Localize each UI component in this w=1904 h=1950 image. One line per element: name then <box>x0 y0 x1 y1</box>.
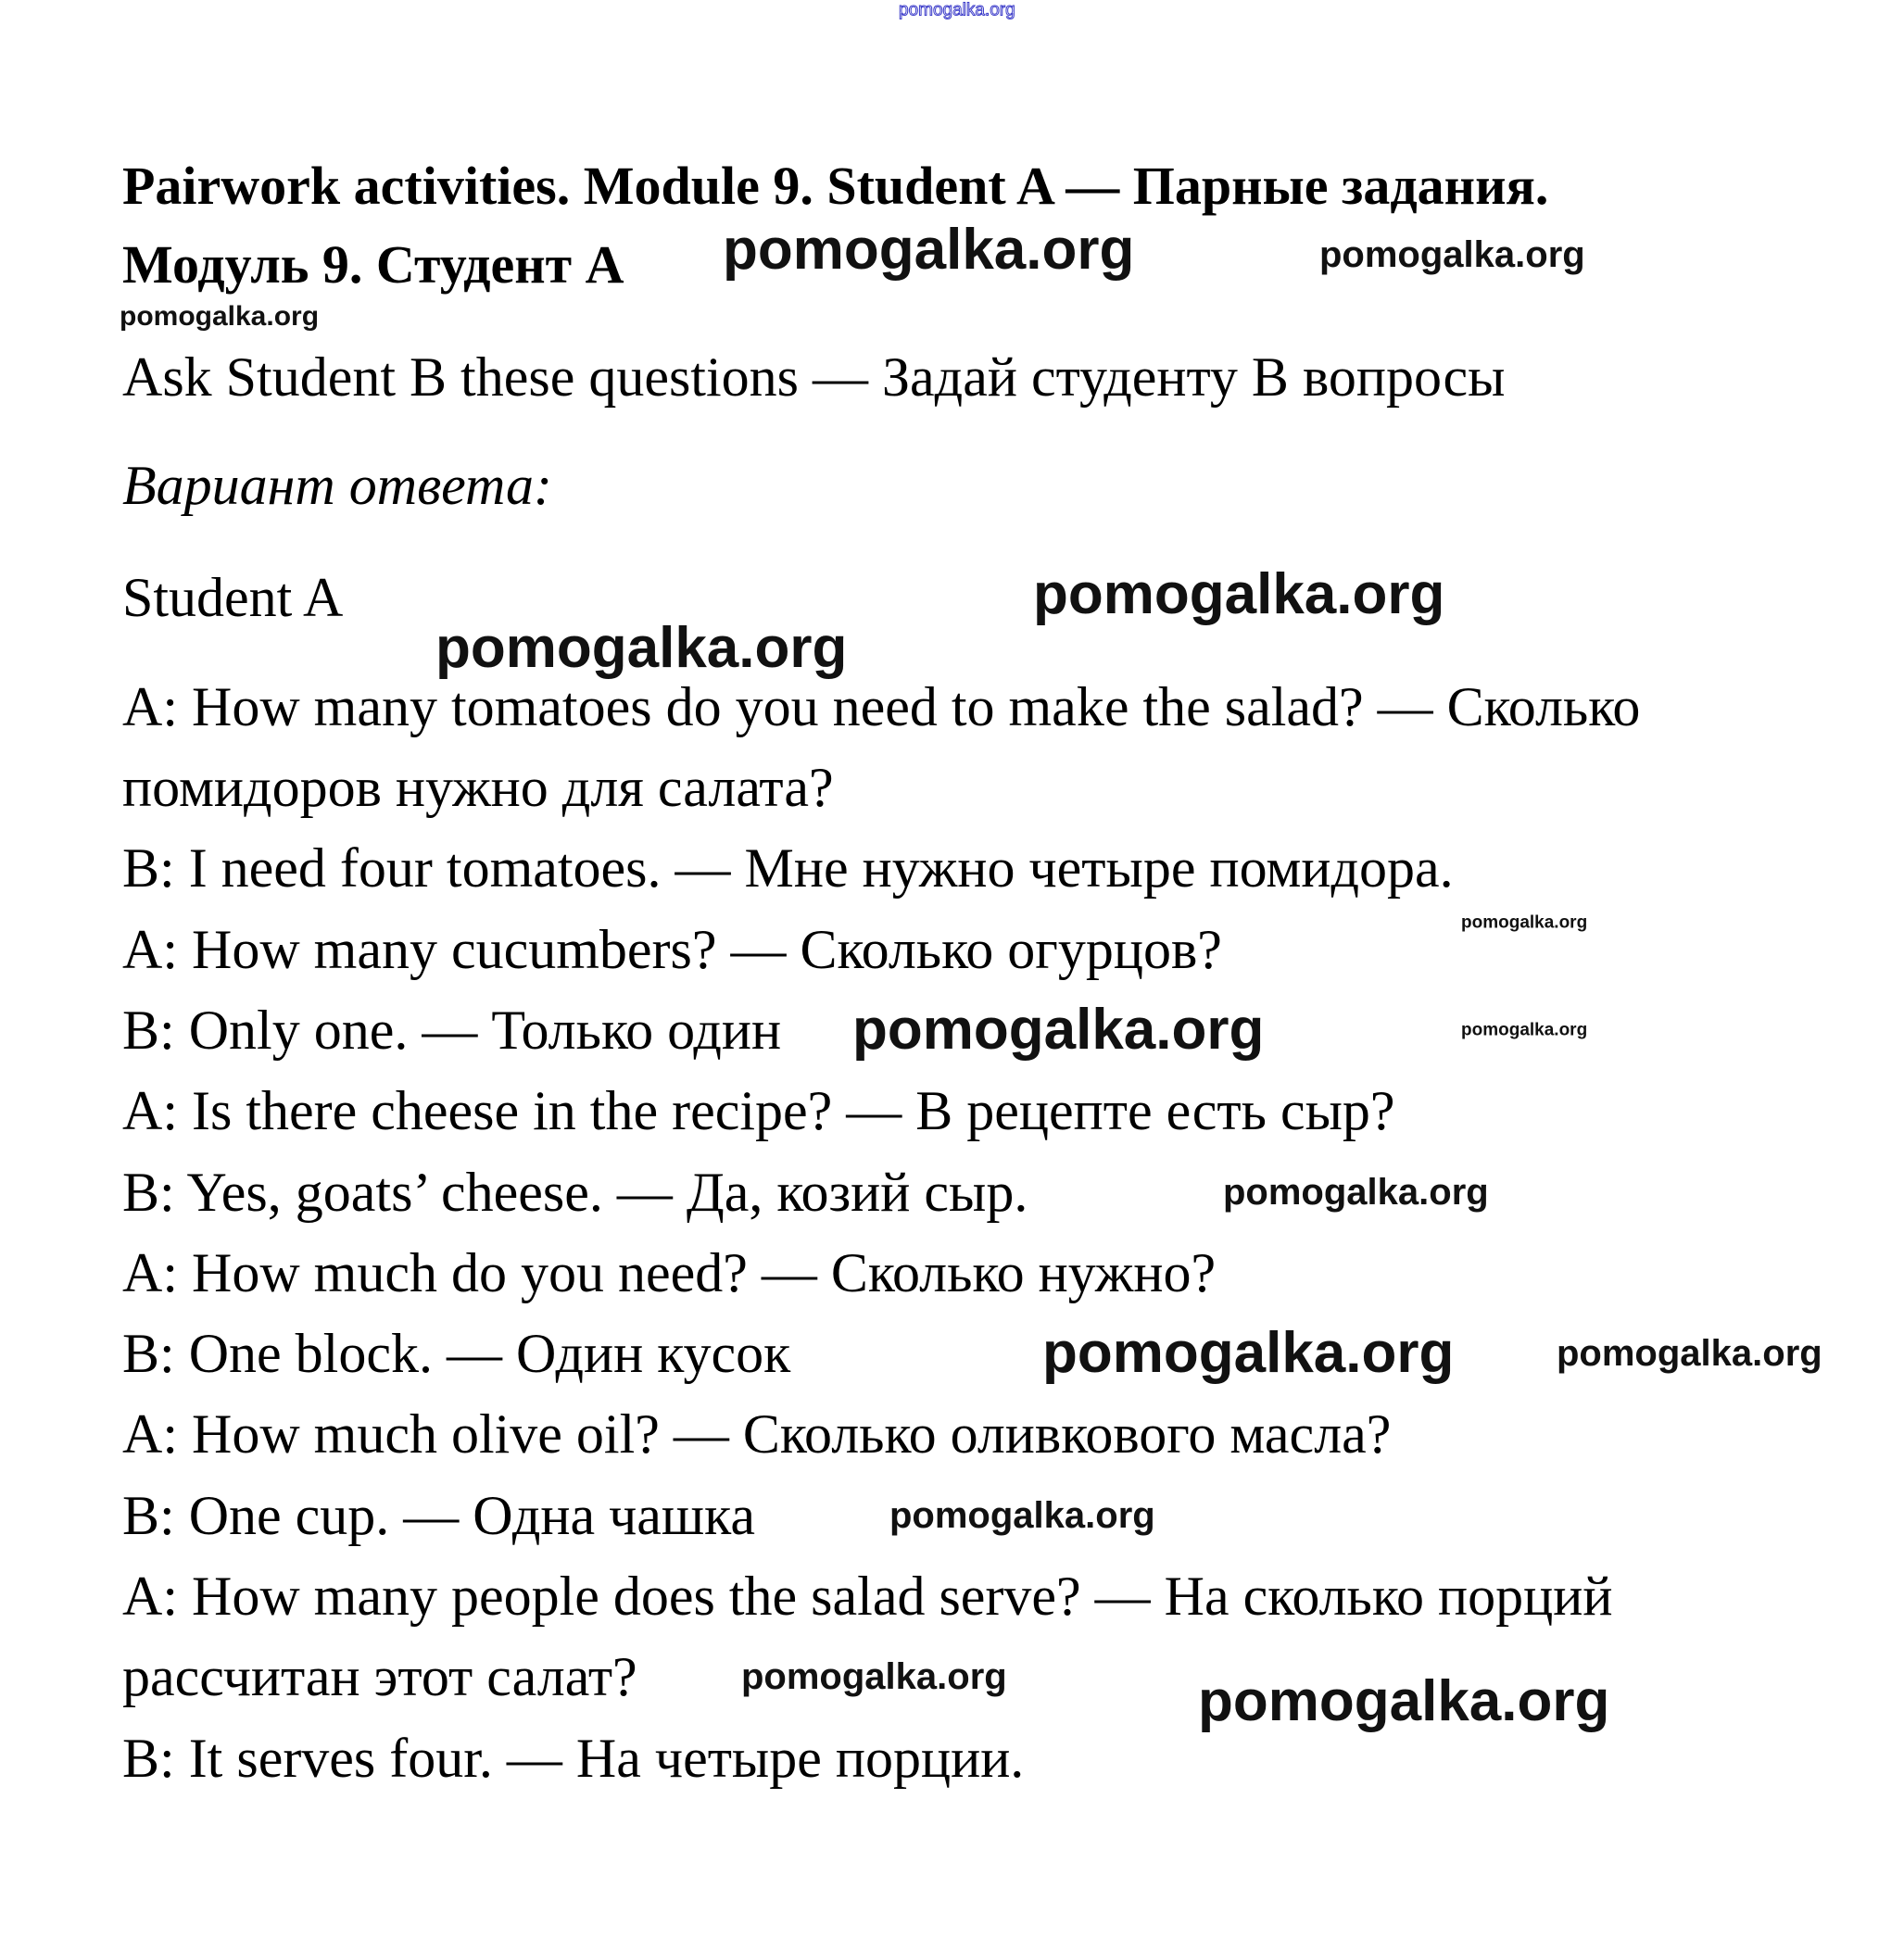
dialogue-line: A: Is there cheese in the recipe? — В рецепте есть сыр? <box>122 1080 1395 1141</box>
dialogue-line: B: One block. — Один кусок <box>122 1323 791 1384</box>
dialogue-line: B: Yes, goats’ cheese. — Да, козий сыр. <box>122 1162 1028 1223</box>
watermark: pomogalka.org <box>1319 234 1585 275</box>
watermark: pomogalka.org <box>1461 912 1588 933</box>
title-line-1: Pairwork activities. Module 9. Student A — Парные задания. <box>122 156 1549 216</box>
dialogue-line: A: How many people does the salad serve? — На сколько порций <box>122 1566 1613 1627</box>
dialogue-line: A: How much olive oil? — Сколько оливкового масла? <box>122 1403 1392 1465</box>
dialogue-line: A: How much do you need? — Сколько нужно? <box>122 1242 1217 1303</box>
watermark: pomogalka.org <box>1223 1172 1489 1213</box>
header-watermark-link[interactable]: pomogalka.org <box>899 0 1015 20</box>
dialogue-line: помидоров нужно для салата? <box>122 757 834 818</box>
dialogue-line: A: How many cucumbers? — Сколько огурцов? <box>122 919 1222 980</box>
instruction: Ask Student B these questions — Задай студенту B вопросы <box>122 346 1506 408</box>
dialogue-line: B: One cup. — Одна чашка <box>122 1485 755 1546</box>
watermark: pomogalka.org <box>741 1656 1007 1697</box>
watermark: pomogalka.org <box>1461 1020 1588 1040</box>
watermark: pomogalka.org <box>889 1495 1155 1536</box>
title-line-2: Модуль 9. Студент А <box>122 234 624 295</box>
watermark: pomogalka.org <box>435 616 848 680</box>
dialogue-line: B: Only one. — Только один <box>122 1000 782 1061</box>
watermark: pomogalka.org <box>723 218 1135 282</box>
answer-label: Вариант ответа: <box>122 455 553 516</box>
watermark: pomogalka.org <box>1198 1669 1610 1733</box>
watermark: pomogalka.org <box>1557 1333 1822 1374</box>
watermark: pomogalka.org <box>852 998 1265 1062</box>
dialogue-line: рассчитан этот салат? <box>122 1646 637 1707</box>
dialogue-line: A: How many tomatoes do you need to make the salad? — Сколько <box>122 676 1641 737</box>
watermark: pomogalka.org <box>1033 562 1445 626</box>
watermark: pomogalka.org <box>120 301 320 332</box>
section-heading: Student A <box>122 567 344 628</box>
watermark: pomogalka.org <box>1042 1321 1455 1385</box>
dialogue-line: B: It serves four. — На четыре порции. <box>122 1728 1025 1789</box>
dialogue-line: B: I need four tomatoes. — Мне нужно четыре помидора. <box>122 837 1454 899</box>
